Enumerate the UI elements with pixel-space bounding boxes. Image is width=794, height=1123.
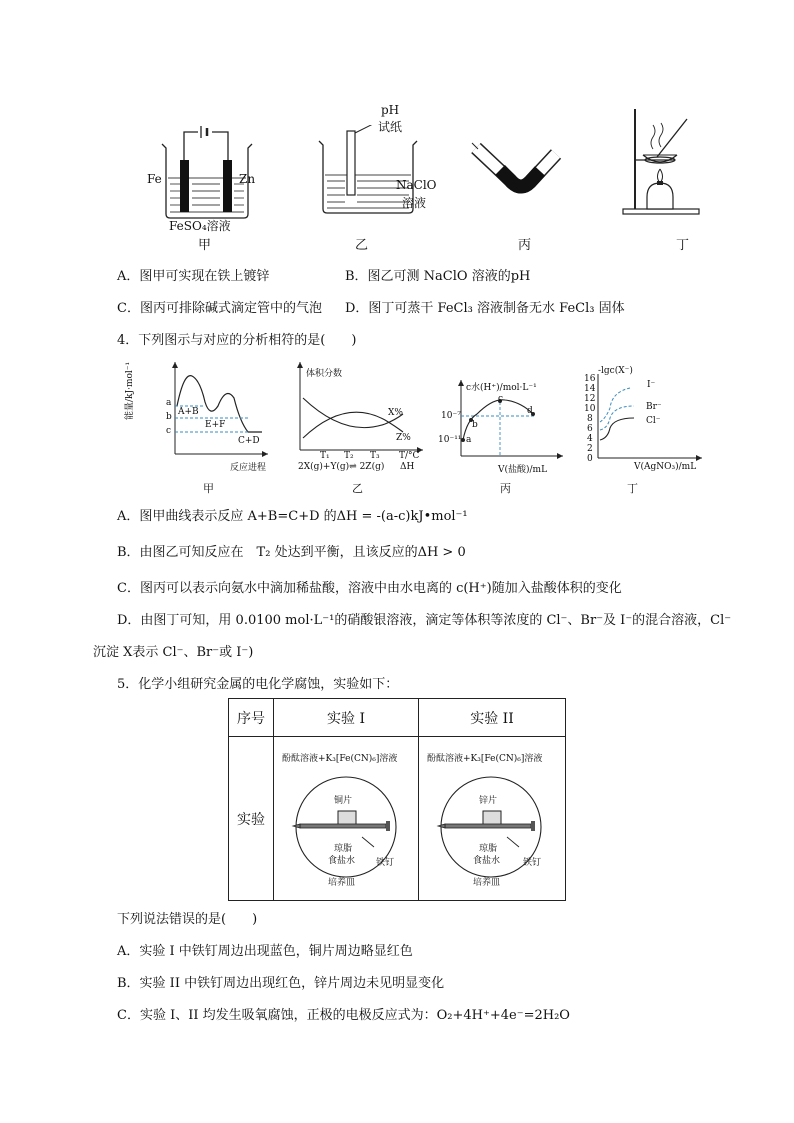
yi-equation: 2X(g)+Y(g)⇌ 2Z(g) [298,462,385,472]
bing-tick-11: 10⁻¹¹ [438,435,462,445]
bing-caption: 丙 [500,482,511,495]
yi-tick-t3: T₃ [370,451,380,461]
exp2-dish: 培养皿 [473,878,501,888]
exp1-dish: 培养皿 [328,878,356,888]
q3-option-b: B．图乙可测 NaClO 溶液的pH [345,269,531,284]
q3-option-c: C．图丙可排除碱式滴定管中的气泡 [117,301,322,316]
exp2-cell [419,737,566,901]
point-a [461,438,465,442]
bing-label-b: b [472,420,478,430]
header-exp1: 实验 I [274,699,419,737]
q4-option-c: C．图丙可以表示向氨水中滴加稀盐酸，溶液中由水电离的 c(H⁺)随加入盐酸体积的变化 [117,581,622,596]
header-exp2: 实验 II [419,699,566,737]
jia-caption: 甲 [203,482,214,495]
yi-series-x: X% [388,408,403,418]
ding-caption: 丁 [627,482,638,495]
q3-option-d: D．图丁可蒸干 FeCl₃ 溶液制备无水 FeCl₃ 固体 [345,301,625,316]
figure-ding-evaporation [615,105,715,220]
jia-label-cd: C+D [238,436,260,446]
bing-tick-7: 10⁻⁷ [441,411,461,421]
jia-xlabel: 反应进程 [230,463,267,473]
yi-ylabel: 体积分数 [306,369,343,379]
q5-stem: 5．化学小组研究金属的电化学腐蚀，实验如下： [117,677,399,692]
q5-option-a: A．实验 I 中铁钉周边出现蓝色，铜片周边略显红色 [117,944,413,959]
ding-xlabel: V(AgNO₃)/mL [634,462,697,472]
label-fe: Fe [147,172,162,186]
jia-tick-a: a [166,398,172,408]
exp2-agar1: 琼脂 [479,844,498,854]
bing-label-d: d [527,406,533,416]
exp2-reagent: 酚酞溶液+K₃[Fe(CN)₆]溶液 [427,754,543,764]
exp1-cell [274,737,419,901]
yi-tick-t1: T₁ [320,451,330,461]
ding-series-i: I⁻ [647,380,656,390]
label-solution: 溶液 [402,196,427,210]
caption-jia: 甲 [198,238,212,253]
q4-option-d-line1: D．由图丁可知，用 0.0100 mol·L⁻¹的硝酸银溶液，滴定等体积等浓度的 Cl⁻、Br⁻及 I⁻的混合溶液，Cl⁻ [117,613,732,628]
exp1-metal: 铜片 [334,796,353,806]
exp2-nail: 铁钉 [523,858,542,868]
q4-stem: 4．下列图示与对应的分析相符的是( ) [117,333,357,348]
q4-option-d-line2: 沉淀 X表示 Cl⁻、Br⁻或 I⁻) [93,645,254,660]
chloride-curve [600,418,634,440]
q5-option-c: C．实验 I、II 均发生吸氧腐蚀，正极的电极反应式为：O₂+4H⁺+4e⁻=2H₂O [117,1008,570,1023]
label-naclo: NaClO [396,178,437,192]
exp1-agar1: 琼脂 [334,844,353,854]
exp1-agar2: 食盐水 [328,856,356,866]
ding-tick-12: 12 [584,394,596,404]
label-feso4-solution: FeSO₄溶液 [169,219,231,233]
experiment-table [228,698,566,901]
figure-bing-burette [470,140,570,210]
q4-option-a: A．图甲曲线表示反应 A+B=C+D 的ΔH = -(a-c)kJ•mol⁻¹ [117,509,468,524]
caption-yi: 乙 [355,238,369,253]
jia-ylabel: 能量/kJ·mol⁻¹ [125,361,135,420]
ding-tick-2: 2 [587,444,593,454]
bing-ylabel: c水(H⁺)/mol·L⁻¹ [466,383,537,393]
ding-tick-0: 0 [587,454,593,464]
header-seq: 序号 [229,699,274,737]
ding-series-br: Br⁻ [646,402,662,412]
ding-tick-4: 4 [587,434,593,444]
jia-label-ef: E+F [205,420,226,430]
exp2-metal: 锌片 [479,796,498,806]
exp1-reagent: 酚酞溶液+K₃[Fe(CN)₆]溶液 [282,754,398,764]
ding-tick-6: 6 [587,424,593,434]
exp1-nail: 铁钉 [376,858,395,868]
ding-series-cl: Cl⁻ [646,416,661,426]
bing-label-a: a [466,435,472,445]
label-test-paper: 试纸 [378,120,403,134]
caption-bing: 丙 [518,238,532,253]
yi-series-z: Z% [396,433,411,443]
q4-option-b: B．由图乙可知反应在 T₂ 处达到平衡，且该反应的ΔH > 0 [117,545,466,560]
ding-tick-10: 10 [584,404,596,414]
row-label: 实验 [229,737,274,901]
bing-label-c: c [498,394,504,404]
yi-tick-t: T/°C [399,451,420,461]
yi-caption: 乙 [352,482,363,495]
ding-tick-8: 8 [587,414,593,424]
q5-question: 下列说法错误的是( ) [117,912,258,927]
jia-tick-b: b [166,412,172,422]
yi-tick-t2: T₂ [344,451,354,461]
ding-tick-16: 16 [584,374,596,384]
jia-tick-c: c [166,426,172,436]
label-ph: pH [381,103,400,117]
q5-option-b: B．实验 II 中铁钉周边出现红色，锌片周边未见明显变化 [117,976,445,991]
ding-tick-14: 14 [584,384,596,394]
yi-delta-h: ΔH [400,462,415,472]
ding-ylabel: -lgc(X⁻) [598,366,633,376]
label-zn: Zn [239,172,256,186]
iodide-curve [600,388,630,422]
caption-ding: 丁 [676,238,690,253]
jia-label-ab: A+B [178,407,199,417]
q3-option-a: A．图甲可实现在铁上镀锌 [117,269,270,284]
bing-xlabel: V(盐酸)/mL [498,465,548,475]
exp2-agar2: 食盐水 [473,856,501,866]
